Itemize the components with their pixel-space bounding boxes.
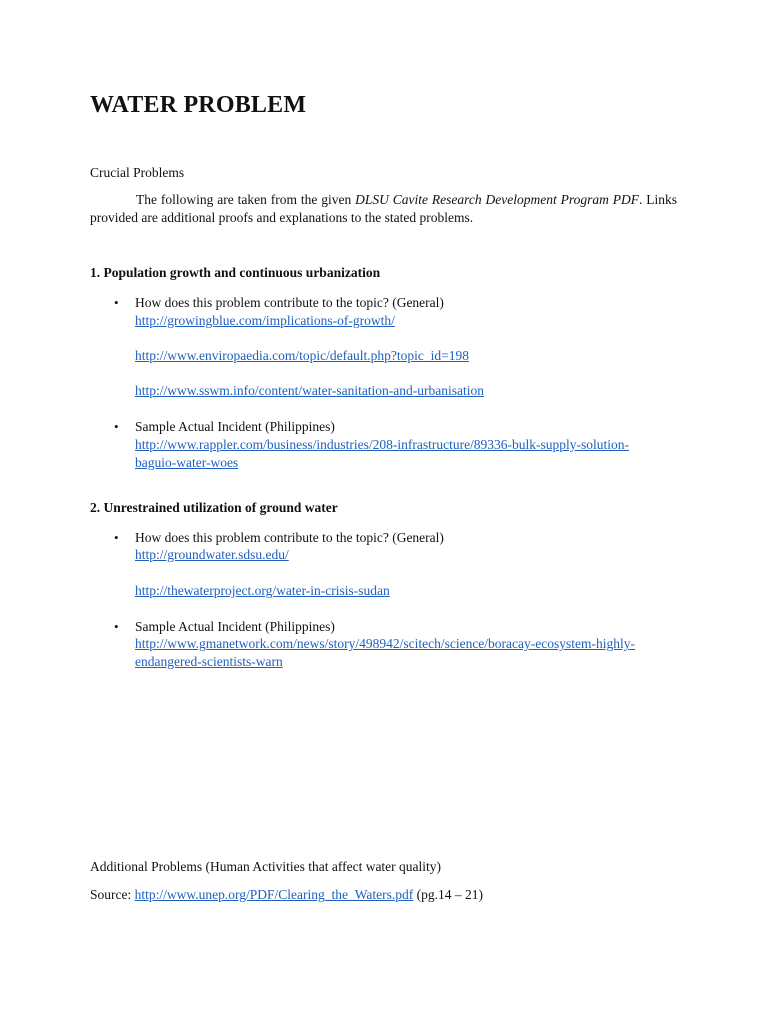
section-2-link-2[interactable]: http://thewaterproject.org/water-in-crisis-sudan [135,583,390,598]
intro-text-2: . Links provided are additional proofs and explanations to the stated problems. [90,192,677,225]
bullet-icon: • [114,530,119,545]
bullet-icon: • [114,419,119,434]
source-line [90,886,483,903]
section-1-incident-link-line-1[interactable]: http://www.rappler.com/business/industries/208-infrastructure/89336-bulk-supply-solution- [135,437,630,452]
intro-italic-source: DLSU Cavite Research Development Program PDF [355,192,639,207]
section-1-heading: 1. Population growth and continuous urbanization [90,265,381,280]
section-1-incident-link-line-2[interactable]: baguio-water-woes [135,455,239,470]
section-2-incident-link-line-2[interactable]: endangered-scientists-warn [135,654,283,669]
bullet-icon: • [114,295,119,310]
section-1-link-1[interactable]: http://growingblue.com/implications-of-growth/ [135,313,395,328]
section-1-link-3[interactable]: http://www.sswm.info/content/water-sanitation-and-urbanisation [135,383,485,398]
section-2-incident-link-line-1[interactable]: http://www.gmanetwork.com/news/story/498942/scitech/science/boracay-ecosystem-highly- [135,636,635,651]
section-1-link-2[interactable]: http://www.enviropaedia.com/topic/default.php?topic_id=198 [135,348,470,363]
intro-paragraph [90,191,677,227]
bullet-icon: • [114,619,119,634]
section-2-bullet-1-text: How does this problem contribute to the topic? (General) [135,530,444,545]
section-2-heading: 2. Unrestrained utilization of ground water [90,500,338,515]
source-link[interactable]: http://www.unep.org/PDF/Clearing_the_Waters.pdf [134,887,414,902]
additional-problems-text: Additional Problems (Human Activities that affect water quality) [90,859,442,874]
source-label: Source: [90,887,135,902]
section-2-link-1[interactable]: http://groundwater.sdsu.edu/ [135,547,289,562]
document-title: WATER PROBLEM [90,92,307,118]
source-pages: (pg.14 – 21) [413,887,484,902]
intro-text-1: The following are taken from the given [136,192,356,207]
section-1-bullet-2-text: Sample Actual Incident (Philippines) [135,419,335,434]
section-subtitle: Crucial Problems [90,165,185,180]
section-1-bullet-1-text: How does this problem contribute to the topic? (General) [135,295,444,310]
section-2-bullet-2-text: Sample Actual Incident (Philippines) [135,619,335,634]
